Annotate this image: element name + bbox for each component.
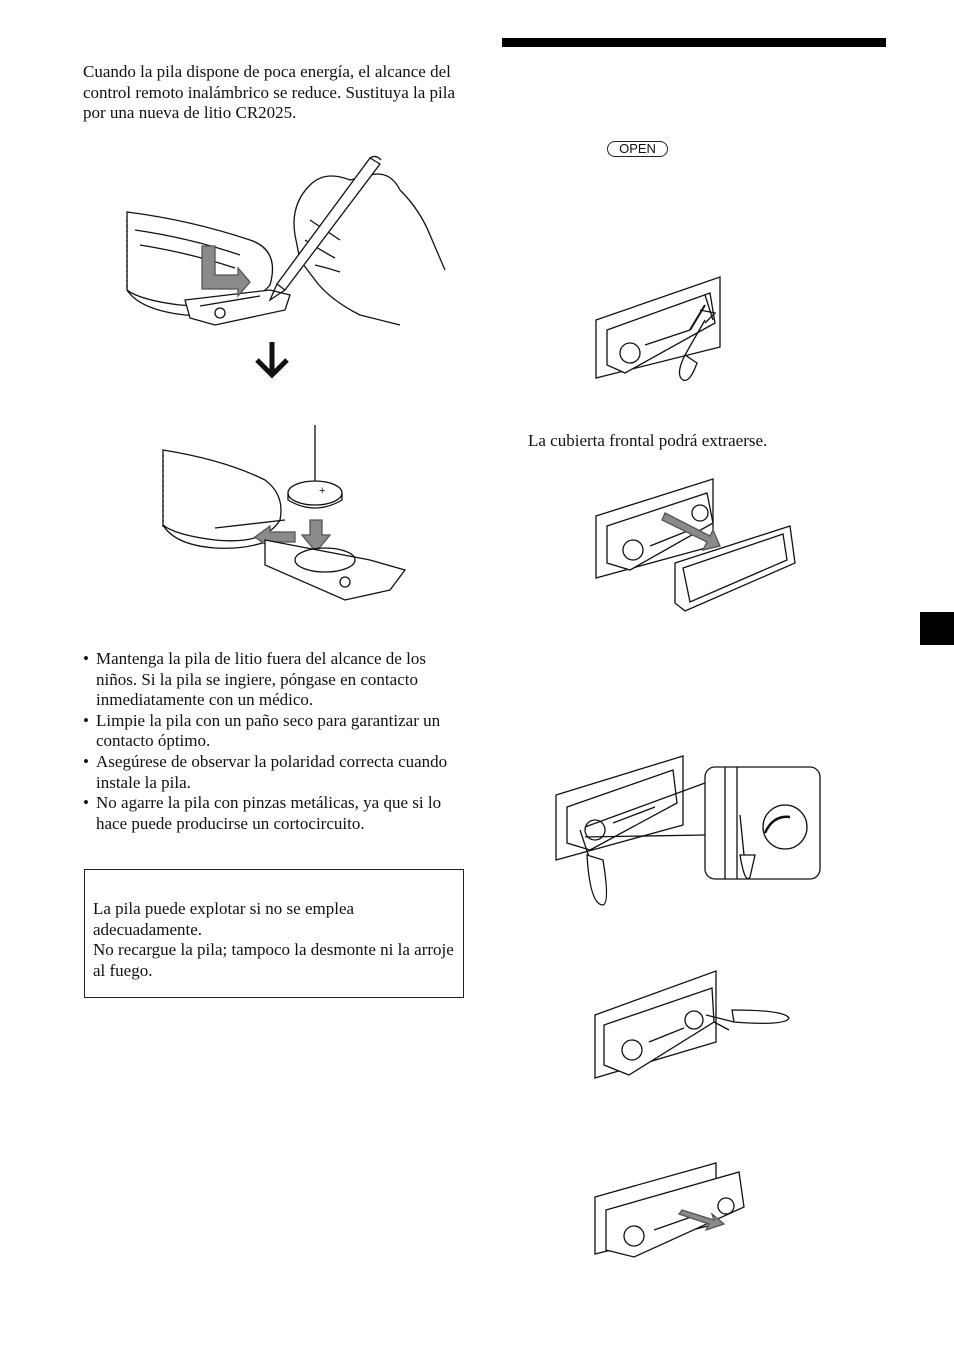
list-item: • Mantenga la pila de litio fuera del alcance de los niños. Si la pila se ingiere, póngase en contacto inmediatamente con un médico.	[83, 649, 468, 711]
list-item: • Asegúrese de observar la polaridad correcta cuando instale la pila.	[83, 752, 468, 793]
warning-box	[84, 869, 464, 998]
section-tab-marker	[920, 612, 954, 645]
down-arrow-icon	[252, 340, 292, 380]
open-button-symbol: OPEN	[607, 141, 668, 157]
front-cover-removal-illustration	[595, 478, 800, 613]
list-item: • Limpie la pila con un paño seco para garantizar un contacto óptimo.	[83, 711, 468, 752]
battery-precautions-list	[83, 649, 468, 834]
cover-release-screwdriver-illustration	[555, 755, 823, 910]
front-cover-release-illustration	[595, 275, 735, 385]
warning-line-1: La pila puede explotar si no se emplea adecuadamente.	[93, 899, 355, 939]
warning-text	[93, 899, 459, 981]
list-item: • No agarre la pila con pinzas metálicas, ya que si lo hace puede producirse un cortocircuito.	[83, 793, 468, 834]
remote-tray-release-illustration	[100, 150, 450, 330]
battery-polarity-label: +	[319, 485, 326, 497]
warning-line-2: No recargue la pila; tampoco la desmonte ni la arroje al fuego.	[93, 940, 454, 980]
cover-latch-release-illustration	[594, 970, 794, 1082]
battery-insertion-illustration	[155, 420, 415, 610]
unit-slide-out-illustration	[594, 1162, 749, 1259]
intro-paragraph: Cuando la pila dispone de poca energía, el alcance del control remoto inalámbrico se reduce. Sustituya la pila por una nueva de litio CR2025.	[83, 62, 455, 123]
caption: La cubierta frontal podrá extraerse.	[528, 431, 768, 450]
section-heading-bar	[502, 38, 886, 47]
